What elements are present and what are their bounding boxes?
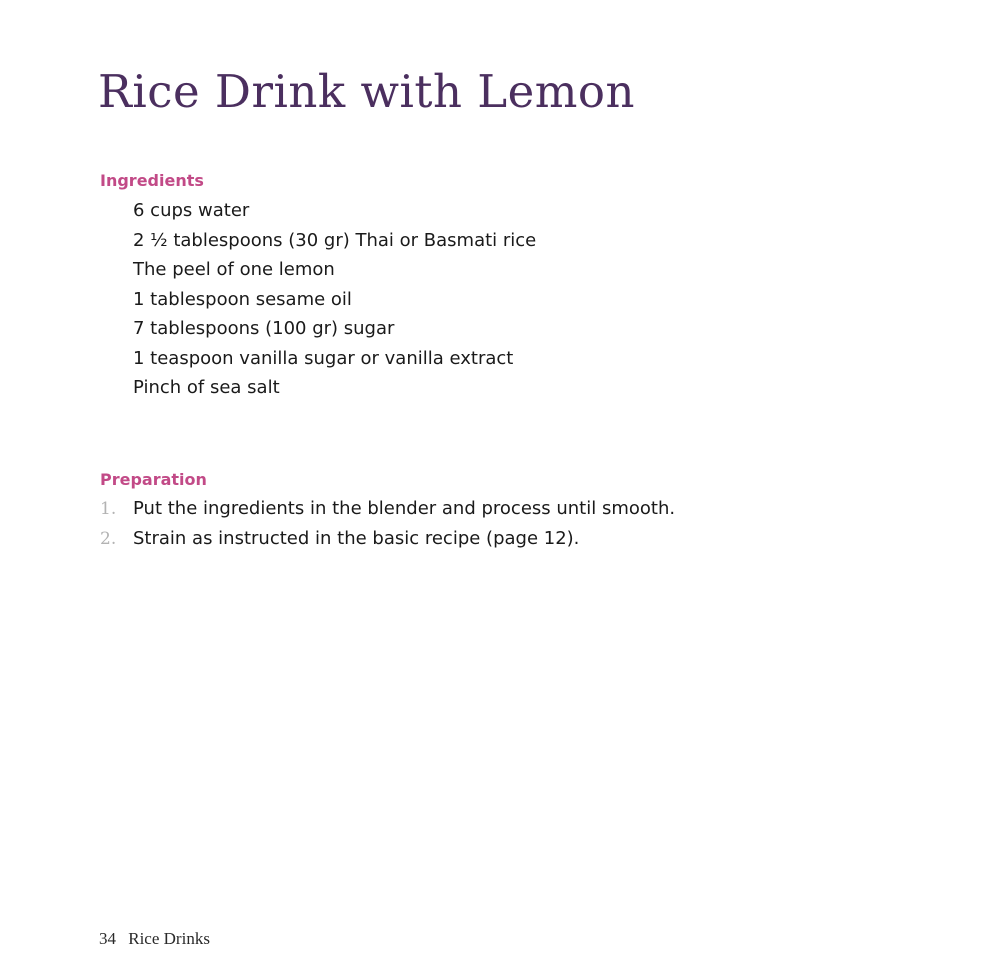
ingredient-item: Pinch of sea salt bbox=[133, 377, 280, 398]
ingredient-item: 7 tablespoons (100 gr) sugar bbox=[133, 318, 395, 339]
ingredient-item: 1 teaspoon vanilla sugar or vanilla extract bbox=[133, 347, 514, 369]
preparation-steps bbox=[100, 494, 675, 554]
page-footer bbox=[99, 928, 210, 950]
footer-section-name: Rice Drinks bbox=[128, 929, 210, 948]
ingredient-item: 2 ½ tablespoons (30 gr) Thai or Basmati rice bbox=[133, 229, 537, 251]
ingredient-list bbox=[133, 196, 536, 403]
recipe-title: Rice Drink with Lemon bbox=[98, 65, 635, 118]
preparation-step bbox=[100, 494, 675, 524]
step-text: Put the ingredients in the blender and process until smooth. bbox=[133, 498, 676, 519]
ingredients-heading: Ingredients bbox=[100, 171, 204, 190]
step-number: 2. bbox=[100, 529, 117, 549]
step-text: Strain as instructed in the basic recipe (page 12). bbox=[133, 528, 580, 549]
ingredient-item: 6 cups water bbox=[133, 200, 250, 221]
page-number: 34 bbox=[99, 929, 116, 948]
preparation-heading: Preparation bbox=[100, 470, 207, 489]
ingredient-item: 1 tablespoon sesame oil bbox=[133, 288, 352, 310]
ingredient-item: The peel of one lemon bbox=[133, 259, 335, 280]
step-number: 1. bbox=[100, 499, 117, 519]
preparation-step bbox=[100, 524, 675, 554]
